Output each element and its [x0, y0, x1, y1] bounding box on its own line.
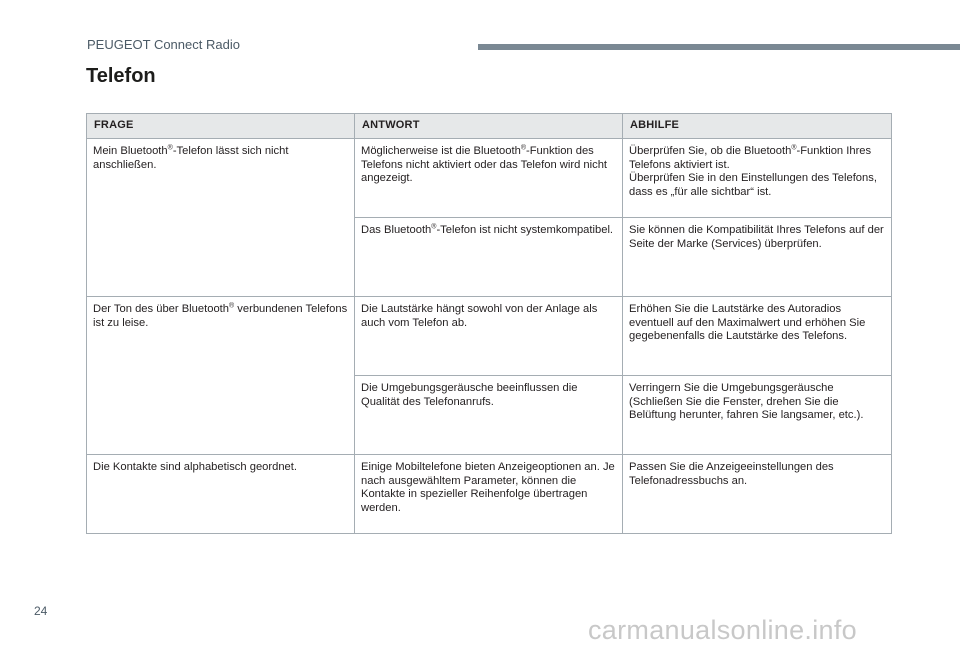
question-cell: Mein Bluetooth®-Telefon lässt sich nicht anschließen. — [87, 139, 355, 297]
troubleshooting-table — [86, 113, 892, 534]
answer-cell: Einige Mobiltelefone bieten Anzeigeoptionen an. Je nach ausgewähltem Parameter, können die Kontakte in spezieller Reihenfolge übertragen werden. — [355, 455, 623, 534]
question-cell: Der Ton des über Bluetooth® verbundenen Telefons ist zu leise. — [87, 297, 355, 455]
column-header-question: FRAGE — [87, 114, 355, 139]
remedy-cell: Sie können die Kompatibilität Ihres Telefons auf der Seite der Marke (Services) überprüfen. — [623, 218, 892, 297]
column-header-answer: ANTWORT — [355, 114, 623, 139]
question-cell: Die Kontakte sind alphabetisch geordnet. — [87, 455, 355, 534]
remedy-cell: Erhöhen Sie die Lautstärke des Autoradios eventuell auf den Maximalwert und erhöhen Sie gegebenenfalls die Lautstärke des Telefons. — [623, 297, 892, 376]
table-row — [87, 297, 892, 376]
answer-cell: Das Bluetooth®-Telefon ist nicht systemkompatibel. — [355, 218, 623, 297]
section-title: Telefon — [86, 65, 156, 87]
answer-cell: Möglicherweise ist die Bluetooth®-Funktion des Telefons nicht aktiviert oder das Telefon wird nicht angezeigt. — [355, 139, 623, 218]
remedy-cell: Überprüfen Sie, ob die Bluetooth®-Funktion Ihres Telefons aktiviert ist. Überprüfen Sie in den Einstellungen des Telefons, dass es „für alle sichtbar“ ist. — [623, 139, 892, 218]
table-row — [87, 139, 892, 218]
table-header-row — [87, 114, 892, 139]
column-header-remedy: ABHILFE — [623, 114, 892, 139]
answer-cell: Die Lautstärke hängt sowohl von der Anlage als auch vom Telefon ab. — [355, 297, 623, 376]
running-header: PEUGEOT Connect Radio — [87, 37, 240, 52]
page-number: 24 — [34, 604, 48, 618]
remedy-cell: Verringern Sie die Umgebungsgeräusche (Schließen Sie die Fenster, drehen Sie die Belüftung herunter, fahren Sie langsamer, etc.). — [623, 376, 892, 455]
remedy-cell: Passen Sie die Anzeigeeinstellungen des Telefonadressbuchs an. — [623, 455, 892, 534]
watermark: carmanualsonline.info — [588, 615, 857, 645]
header-rule — [478, 44, 960, 50]
answer-cell: Die Umgebungsgeräusche beeinflussen die Qualität des Telefonanrufs. — [355, 376, 623, 455]
table-row — [87, 455, 892, 534]
